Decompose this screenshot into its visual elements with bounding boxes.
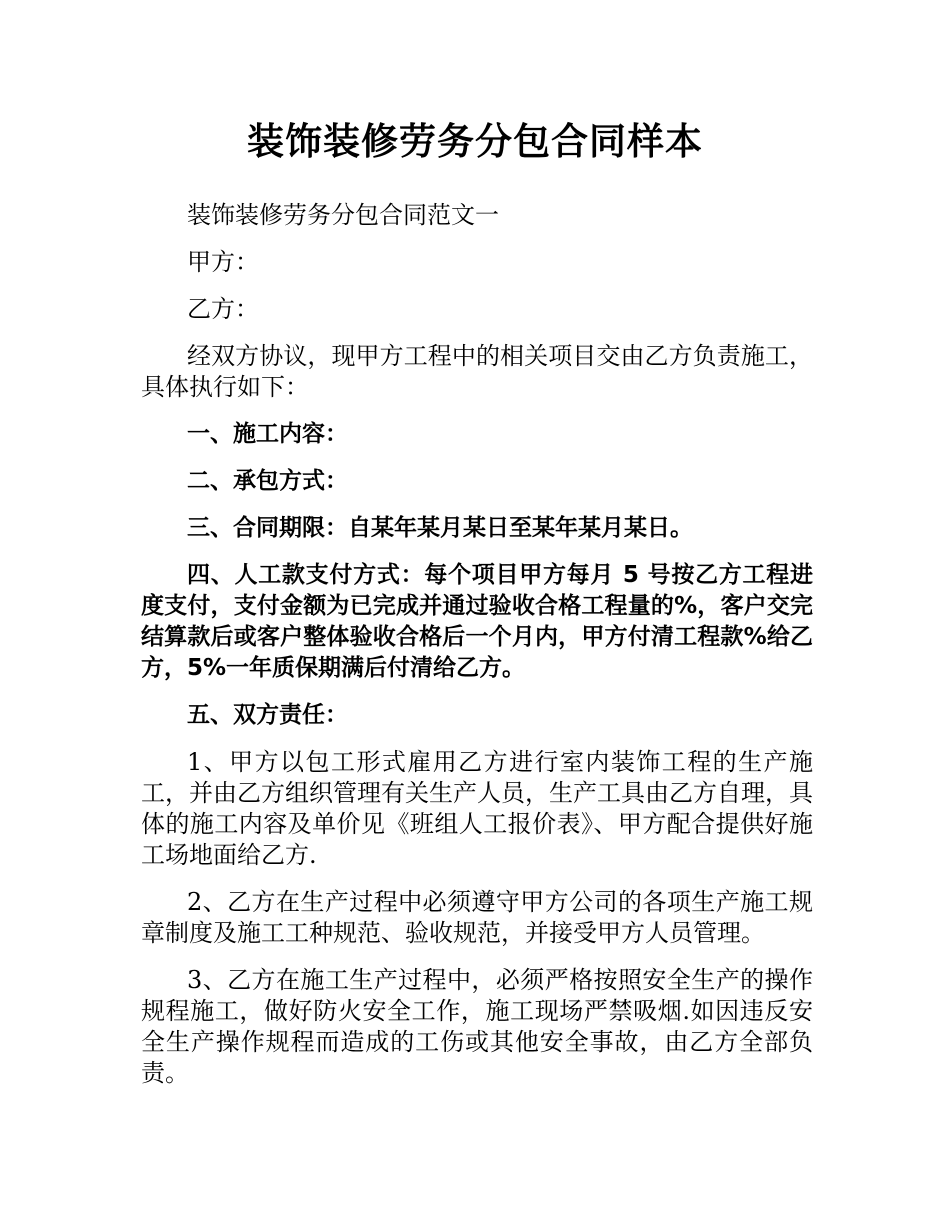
party-b-label: 乙方： <box>187 295 259 323</box>
subtitle: 装饰装修劳务分包合同范文一 <box>187 201 499 229</box>
clause-2: 2、乙方在生产过程中必须遵守甲方公司的各项生产施工规章制度及施工工种规范、验收规范，并接受甲方人员管理。 <box>141 888 813 947</box>
intro-paragraph: 经双方协议，现甲方工程中的相关项目交由乙方负责施工，具体执行如下： <box>141 342 813 401</box>
document-body <box>141 200 813 1105</box>
section-heading-responsibilities: 五、双方责任： <box>187 702 348 728</box>
clause-3: 3、乙方在施工生产过程中，必须严格按照安全生产的操作规程施工，做好防火安全工作，施工现场严禁吸烟.如因违反安全生产操作规程而造成的工伤或其他安全事故，由乙方全部负责。 <box>141 966 813 1087</box>
party-a-label: 甲方： <box>187 248 259 276</box>
document-title: 装饰装修劳务分包合同样本 <box>247 120 703 163</box>
section-heading-content: 一、施工内容： <box>187 421 348 447</box>
section-heading-contract-mode: 二、承包方式： <box>187 468 348 494</box>
clause-1: 1、甲方以包工形式雇用乙方进行室内装饰工程的生产施工，并由乙方组织管理有关生产人员，生产工具由乙方自理，具体的施工内容及单价见《班组人工报价表》、甲方配合提供好施工场地面给乙方. <box>141 748 813 869</box>
section-payment-method: 四、人工款支付方式：每个项目甲方每月 5 号按乙方工程进度支付，支付金额为已完成并通过验收合格工程量的%，客户交完结算款后或客户整体验收合格后一个月内，甲方付清工程款%给乙方，5%一年质保期满后付清给乙方。 <box>141 562 813 681</box>
section-heading-term: 三、合同期限：自某年某月某日至某年某月某日。 <box>187 515 693 541</box>
